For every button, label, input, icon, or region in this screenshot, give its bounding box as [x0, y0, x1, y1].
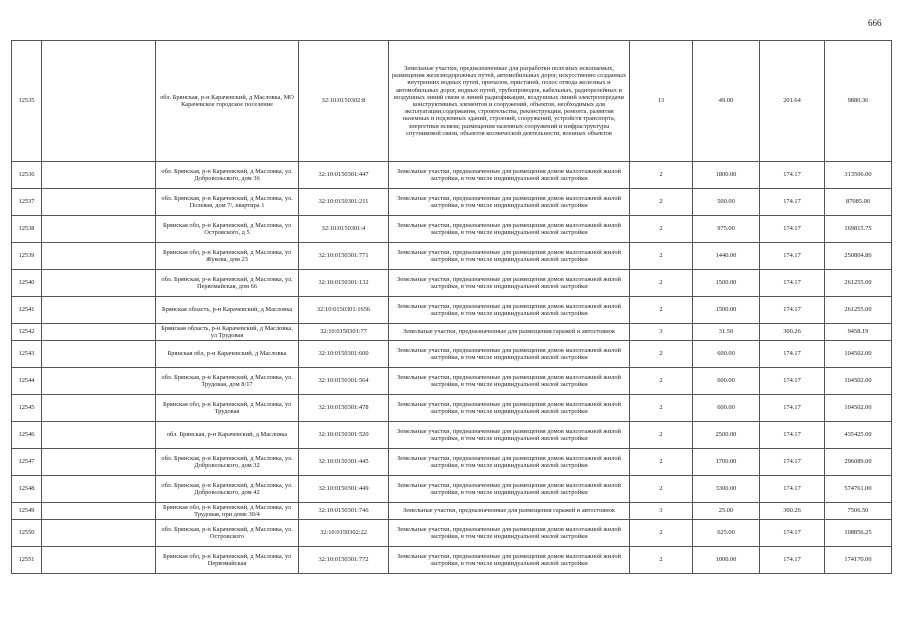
cadastral-number-cell: 32:10:0150301:478: [299, 395, 389, 422]
land-use-code-cell: 2: [630, 162, 693, 189]
area-cell: 600.00: [693, 395, 760, 422]
area-cell: 3300.00: [693, 476, 760, 503]
address-cell: обл. Брянская, р-н Карачевский, д Масловка, ул. Добровольского, дом 36: [156, 162, 299, 189]
area-cell: 1800.00: [693, 162, 760, 189]
row-number: 12542: [12, 324, 42, 341]
land-use-cell: Земельные участки, предназначенные для размещения домов малоэтажной жилой застройки, в том числе индивидуальной жилой застройки: [389, 341, 630, 368]
specific-value-cell: 174.17: [760, 547, 825, 574]
land-use-code-cell: 2: [630, 216, 693, 243]
blank-cell: [42, 216, 156, 243]
table-row: [12, 422, 892, 449]
land-use-code-cell: 2: [630, 189, 693, 216]
land-use-code-cell: 2: [630, 520, 693, 547]
address-cell: Брянская обл, р-н Карачевский, д Масловка, ул Островского, д 5: [156, 216, 299, 243]
cadastral-value-cell: 250804.80: [825, 243, 892, 270]
blank-cell: [42, 41, 156, 162]
blank-cell: [42, 449, 156, 476]
blank-cell: [42, 162, 156, 189]
table-body: [12, 41, 892, 574]
address-cell: Брянская обл, р-н Карачевский, д Масловка, ул Жукова, дом 23: [156, 243, 299, 270]
table-row: [12, 41, 892, 162]
cadastral-number-cell: 32:10:0150301:445: [299, 449, 389, 476]
row-number: 12535: [12, 41, 42, 162]
blank-cell: [42, 243, 156, 270]
specific-value-cell: 174.17: [760, 297, 825, 324]
cadastral-value-cell: 108856.25: [825, 520, 892, 547]
cadastral-value-cell: 87085.00: [825, 189, 892, 216]
land-use-code-cell: 13: [630, 41, 693, 162]
land-use-code-cell: 2: [630, 368, 693, 395]
land-use-cell: Земельные участки, предназначенные для размещения домов малоэтажной жилой застройки, в том числе индивидуальной жилой застройки: [389, 476, 630, 503]
table-row: [12, 324, 892, 341]
land-use-cell: Земельные участки, предназначенные для размещения гаражей и автостоянок: [389, 324, 630, 341]
address-cell: обл. Брянская, р-н Карачевский, д Масловка, ул. Добровольского, дом 42: [156, 476, 299, 503]
specific-value-cell: 174.17: [760, 243, 825, 270]
cadastral-value-cell: 574761.00: [825, 476, 892, 503]
address-cell: обл. Брянская, р-н Карачевский, д Масловка, ул. Первомайская, дом 66: [156, 270, 299, 297]
specific-value-cell: 174.17: [760, 422, 825, 449]
address-cell: обл. Брянская, р-н Карачевский, д Масловка, ул. Островского: [156, 520, 299, 547]
land-use-code-cell: 2: [630, 449, 693, 476]
table-row: [12, 547, 892, 574]
blank-cell: [42, 324, 156, 341]
table-row: [12, 297, 892, 324]
cadastral-value-cell: 313506.00: [825, 162, 892, 189]
land-use-code-cell: 3: [630, 503, 693, 520]
table-row: [12, 449, 892, 476]
row-number: 12537: [12, 189, 42, 216]
cadastral-value-cell: 169815.75: [825, 216, 892, 243]
row-number: 12540: [12, 270, 42, 297]
cadastral-number-cell: 32:10:0150301:520: [299, 422, 389, 449]
blank-cell: [42, 189, 156, 216]
cadastral-value-cell: 174170.00: [825, 547, 892, 574]
area-cell: 31.50: [693, 324, 760, 341]
cadastral-number-cell: 32:10:0150301:746: [299, 503, 389, 520]
blank-cell: [42, 341, 156, 368]
table-row: [12, 216, 892, 243]
specific-value-cell: 300.26: [760, 503, 825, 520]
address-cell: обл. Брянская, р-н Карачевский, д Масловка, ул. Полевая, дом 7/, квартира 1: [156, 189, 299, 216]
land-use-cell: Земельные участки, предназначенные для размещения домов малоэтажной жилой застройки, в том числе индивидуальной жилой застройки: [389, 270, 630, 297]
cadastral-value-cell: 7506.50: [825, 503, 892, 520]
row-number: 12543: [12, 341, 42, 368]
specific-value-cell: 201.64: [760, 41, 825, 162]
cadastral-value-cell: 261255.00: [825, 297, 892, 324]
address-cell: Брянская обл, р-н Карачевский, д Масловка: [156, 341, 299, 368]
cadastral-value-cell: 104502.00: [825, 395, 892, 422]
specific-value-cell: 300.26: [760, 324, 825, 341]
area-cell: 1440.00: [693, 243, 760, 270]
cadastral-number-cell: 32:10:0150301:132: [299, 270, 389, 297]
row-number: 12545: [12, 395, 42, 422]
table-row: [12, 243, 892, 270]
table-row: [12, 503, 892, 520]
land-use-code-cell: 2: [630, 476, 693, 503]
area-cell: 49.00: [693, 41, 760, 162]
address-cell: обл. Брянская, р-н Карачевский, д Масловка, ул. Трудовая, дом 8/17: [156, 368, 299, 395]
cadastral-number-cell: 32:10:0150301:771: [299, 243, 389, 270]
land-use-code-cell: 2: [630, 395, 693, 422]
land-use-code-cell: 3: [630, 324, 693, 341]
blank-cell: [42, 476, 156, 503]
land-use-code-cell: 2: [630, 297, 693, 324]
area-cell: 500.00: [693, 189, 760, 216]
specific-value-cell: 174.17: [760, 162, 825, 189]
row-number: 12539: [12, 243, 42, 270]
specific-value-cell: 174.17: [760, 189, 825, 216]
address-cell: обл. Брянская, р-н Карачевский, д Масловка: [156, 422, 299, 449]
row-number: 12541: [12, 297, 42, 324]
land-use-cell: Земельные участки, предназначенные для размещения домов малоэтажной жилой застройки, в том числе индивидуальной жилой застройки: [389, 368, 630, 395]
blank-cell: [42, 422, 156, 449]
area-cell: 625.00: [693, 520, 760, 547]
address-cell: обл. Брянская, р-н Карачевский, д Масловка, МО Карачевское городское поселение: [156, 41, 299, 162]
land-use-cell: Земельные участки, предназначенные для разработки полезных ископаемых, размещения железнодорожных путей, автомобильных дорог, искусственно созданных внутренних водных путей, причалов, пристаней, полос отвода железных и автомобильных дорог, водных путей, трубопроводов, кабельных, радиорелейных и воздушных линий связи и линий радиофикации, воздушных линий электропередачи конструктивных элементов и сооружений, объектов, необходимых для эксплуатации,содержания, строительства, реконструкции, ремонта, развития наземных и подземных зданий, строений, сооружений, устройств транспорта, энергетики нсвязи; размещения наземных сооружений и инфраструктуры спутниковой связи, объектов космической деятельности, военных объектов: [389, 41, 630, 162]
address-cell: Брянская обл, р-н Карачевский, д Масловка, ул Трудовая: [156, 395, 299, 422]
land-use-cell: Земельные участки, предназначенные для размещения домов малоэтажной жилой застройки, в том числе индивидуальной жилой застройки: [389, 422, 630, 449]
row-number: 12547: [12, 449, 42, 476]
table-row: [12, 476, 892, 503]
blank-cell: [42, 547, 156, 574]
specific-value-cell: 174.17: [760, 216, 825, 243]
table-row: [12, 520, 892, 547]
cadastral-value-cell: 104502.00: [825, 368, 892, 395]
cadastral-number-cell: 32:10:0150301:564: [299, 368, 389, 395]
cadastral-number-cell: 32:10:0150301:600: [299, 341, 389, 368]
row-number: 12550: [12, 520, 42, 547]
area-cell: 1500.00: [693, 297, 760, 324]
cadastral-number-cell: 32:10:0150301:449: [299, 476, 389, 503]
specific-value-cell: 174.17: [760, 341, 825, 368]
page-number: 666: [868, 18, 882, 28]
row-number: 12544: [12, 368, 42, 395]
land-use-cell: Земельные участки, предназначенные для размещения домов малоэтажной жилой застройки, в том числе индивидуальной жилой застройки: [389, 162, 630, 189]
cadastral-value-cell: 9880.36: [825, 41, 892, 162]
blank-cell: [42, 368, 156, 395]
address-cell: Брянская область, р-н Карачевский, д Масловка, ул Трудовая: [156, 324, 299, 341]
land-use-code-cell: 2: [630, 341, 693, 368]
row-number: 12546: [12, 422, 42, 449]
area-cell: 1700.00: [693, 449, 760, 476]
blank-cell: [42, 270, 156, 297]
address-cell: Брянская обл, р-н Карачевский, д Масловка, ул Трудовая, при доме 30/4: [156, 503, 299, 520]
specific-value-cell: 174.17: [760, 395, 825, 422]
cadastral-number-cell: 32:10:0150302:22: [299, 520, 389, 547]
row-number: 12548: [12, 476, 42, 503]
specific-value-cell: 174.17: [760, 449, 825, 476]
table-row: [12, 368, 892, 395]
land-registry-table: [11, 40, 892, 574]
cadastral-value-cell: 9458.19: [825, 324, 892, 341]
land-use-cell: Земельные участки, предназначенные для размещения домов малоэтажной жилой застройки, в том числе индивидуальной жилой застройки: [389, 297, 630, 324]
land-use-cell: Земельные участки, предназначенные для размещения домов малоэтажной жилой застройки, в том числе индивидуальной жилой застройки: [389, 395, 630, 422]
land-use-cell: Земельные участки, предназначенные для размещения домов малоэтажной жилой застройки, в том числе индивидуальной жилой застройки: [389, 449, 630, 476]
row-number: 12538: [12, 216, 42, 243]
cadastral-number-cell: 32:10:0150301:4: [299, 216, 389, 243]
area-cell: 2500.00: [693, 422, 760, 449]
blank-cell: [42, 395, 156, 422]
specific-value-cell: 174.17: [760, 270, 825, 297]
specific-value-cell: 174.17: [760, 476, 825, 503]
cadastral-value-cell: 261255.00: [825, 270, 892, 297]
cadastral-number-cell: 32:10:0150301:211: [299, 189, 389, 216]
cadastral-number-cell: 32:10:0150301:772: [299, 547, 389, 574]
land-use-cell: Земельные участки, предназначенные для размещения гаражей и автостоянок: [389, 503, 630, 520]
address-cell: обл. Брянская, р-н Карачевский, д Масловка, ул. Добровольского, дом 32: [156, 449, 299, 476]
table-row: [12, 162, 892, 189]
row-number: 12551: [12, 547, 42, 574]
address-cell: Брянская область, р-н Карачевский, д Масловка: [156, 297, 299, 324]
cadastral-value-cell: 435425.00: [825, 422, 892, 449]
land-use-cell: Земельные участки, предназначенные для размещения домов малоэтажной жилой застройки, в том числе индивидуальной жилой застройки: [389, 520, 630, 547]
area-cell: 1000.00: [693, 547, 760, 574]
land-use-code-cell: 2: [630, 270, 693, 297]
specific-value-cell: 174.17: [760, 520, 825, 547]
blank-cell: [42, 297, 156, 324]
land-use-code-cell: 2: [630, 422, 693, 449]
land-use-cell: Земельные участки, предназначенные для размещения домов малоэтажной жилой застройки, в том числе индивидуальной жилой застройки: [389, 243, 630, 270]
table-row: [12, 189, 892, 216]
cadastral-value-cell: 104502.00: [825, 341, 892, 368]
cadastral-number-cell: 32:10:0150301:447: [299, 162, 389, 189]
land-use-cell: Земельные участки, предназначенные для размещения домов малоэтажной жилой застройки, в том числе индивидуальной жилой застройки: [389, 216, 630, 243]
row-number: 12536: [12, 162, 42, 189]
land-use-cell: Земельные участки, предназначенные для размещения домов малоэтажной жилой застройки, в том числе индивидуальной жилой застройки: [389, 547, 630, 574]
land-use-code-cell: 2: [630, 243, 693, 270]
address-cell: Брянская обл, р-н Карачевский, д Масловка, ул Первомайская: [156, 547, 299, 574]
land-use-code-cell: 2: [630, 547, 693, 574]
specific-value-cell: 174.17: [760, 368, 825, 395]
table-row: [12, 270, 892, 297]
area-cell: 600.00: [693, 368, 760, 395]
area-cell: 25.00: [693, 503, 760, 520]
table-row: [12, 395, 892, 422]
cadastral-number-cell: 32:10:0150302:8: [299, 41, 389, 162]
row-number: 12549: [12, 503, 42, 520]
cadastral-value-cell: 296089.00: [825, 449, 892, 476]
cadastral-number-cell: 32:10:0150301:1656: [299, 297, 389, 324]
table-row: [12, 341, 892, 368]
area-cell: 1500.00: [693, 270, 760, 297]
cadastral-number-cell: 32:10:0150301:77: [299, 324, 389, 341]
area-cell: 600.00: [693, 341, 760, 368]
blank-cell: [42, 503, 156, 520]
land-use-cell: Земельные участки, предназначенные для размещения домов малоэтажной жилой застройки, в том числе индивидуальной жилой застройки: [389, 189, 630, 216]
area-cell: 975.00: [693, 216, 760, 243]
blank-cell: [42, 520, 156, 547]
